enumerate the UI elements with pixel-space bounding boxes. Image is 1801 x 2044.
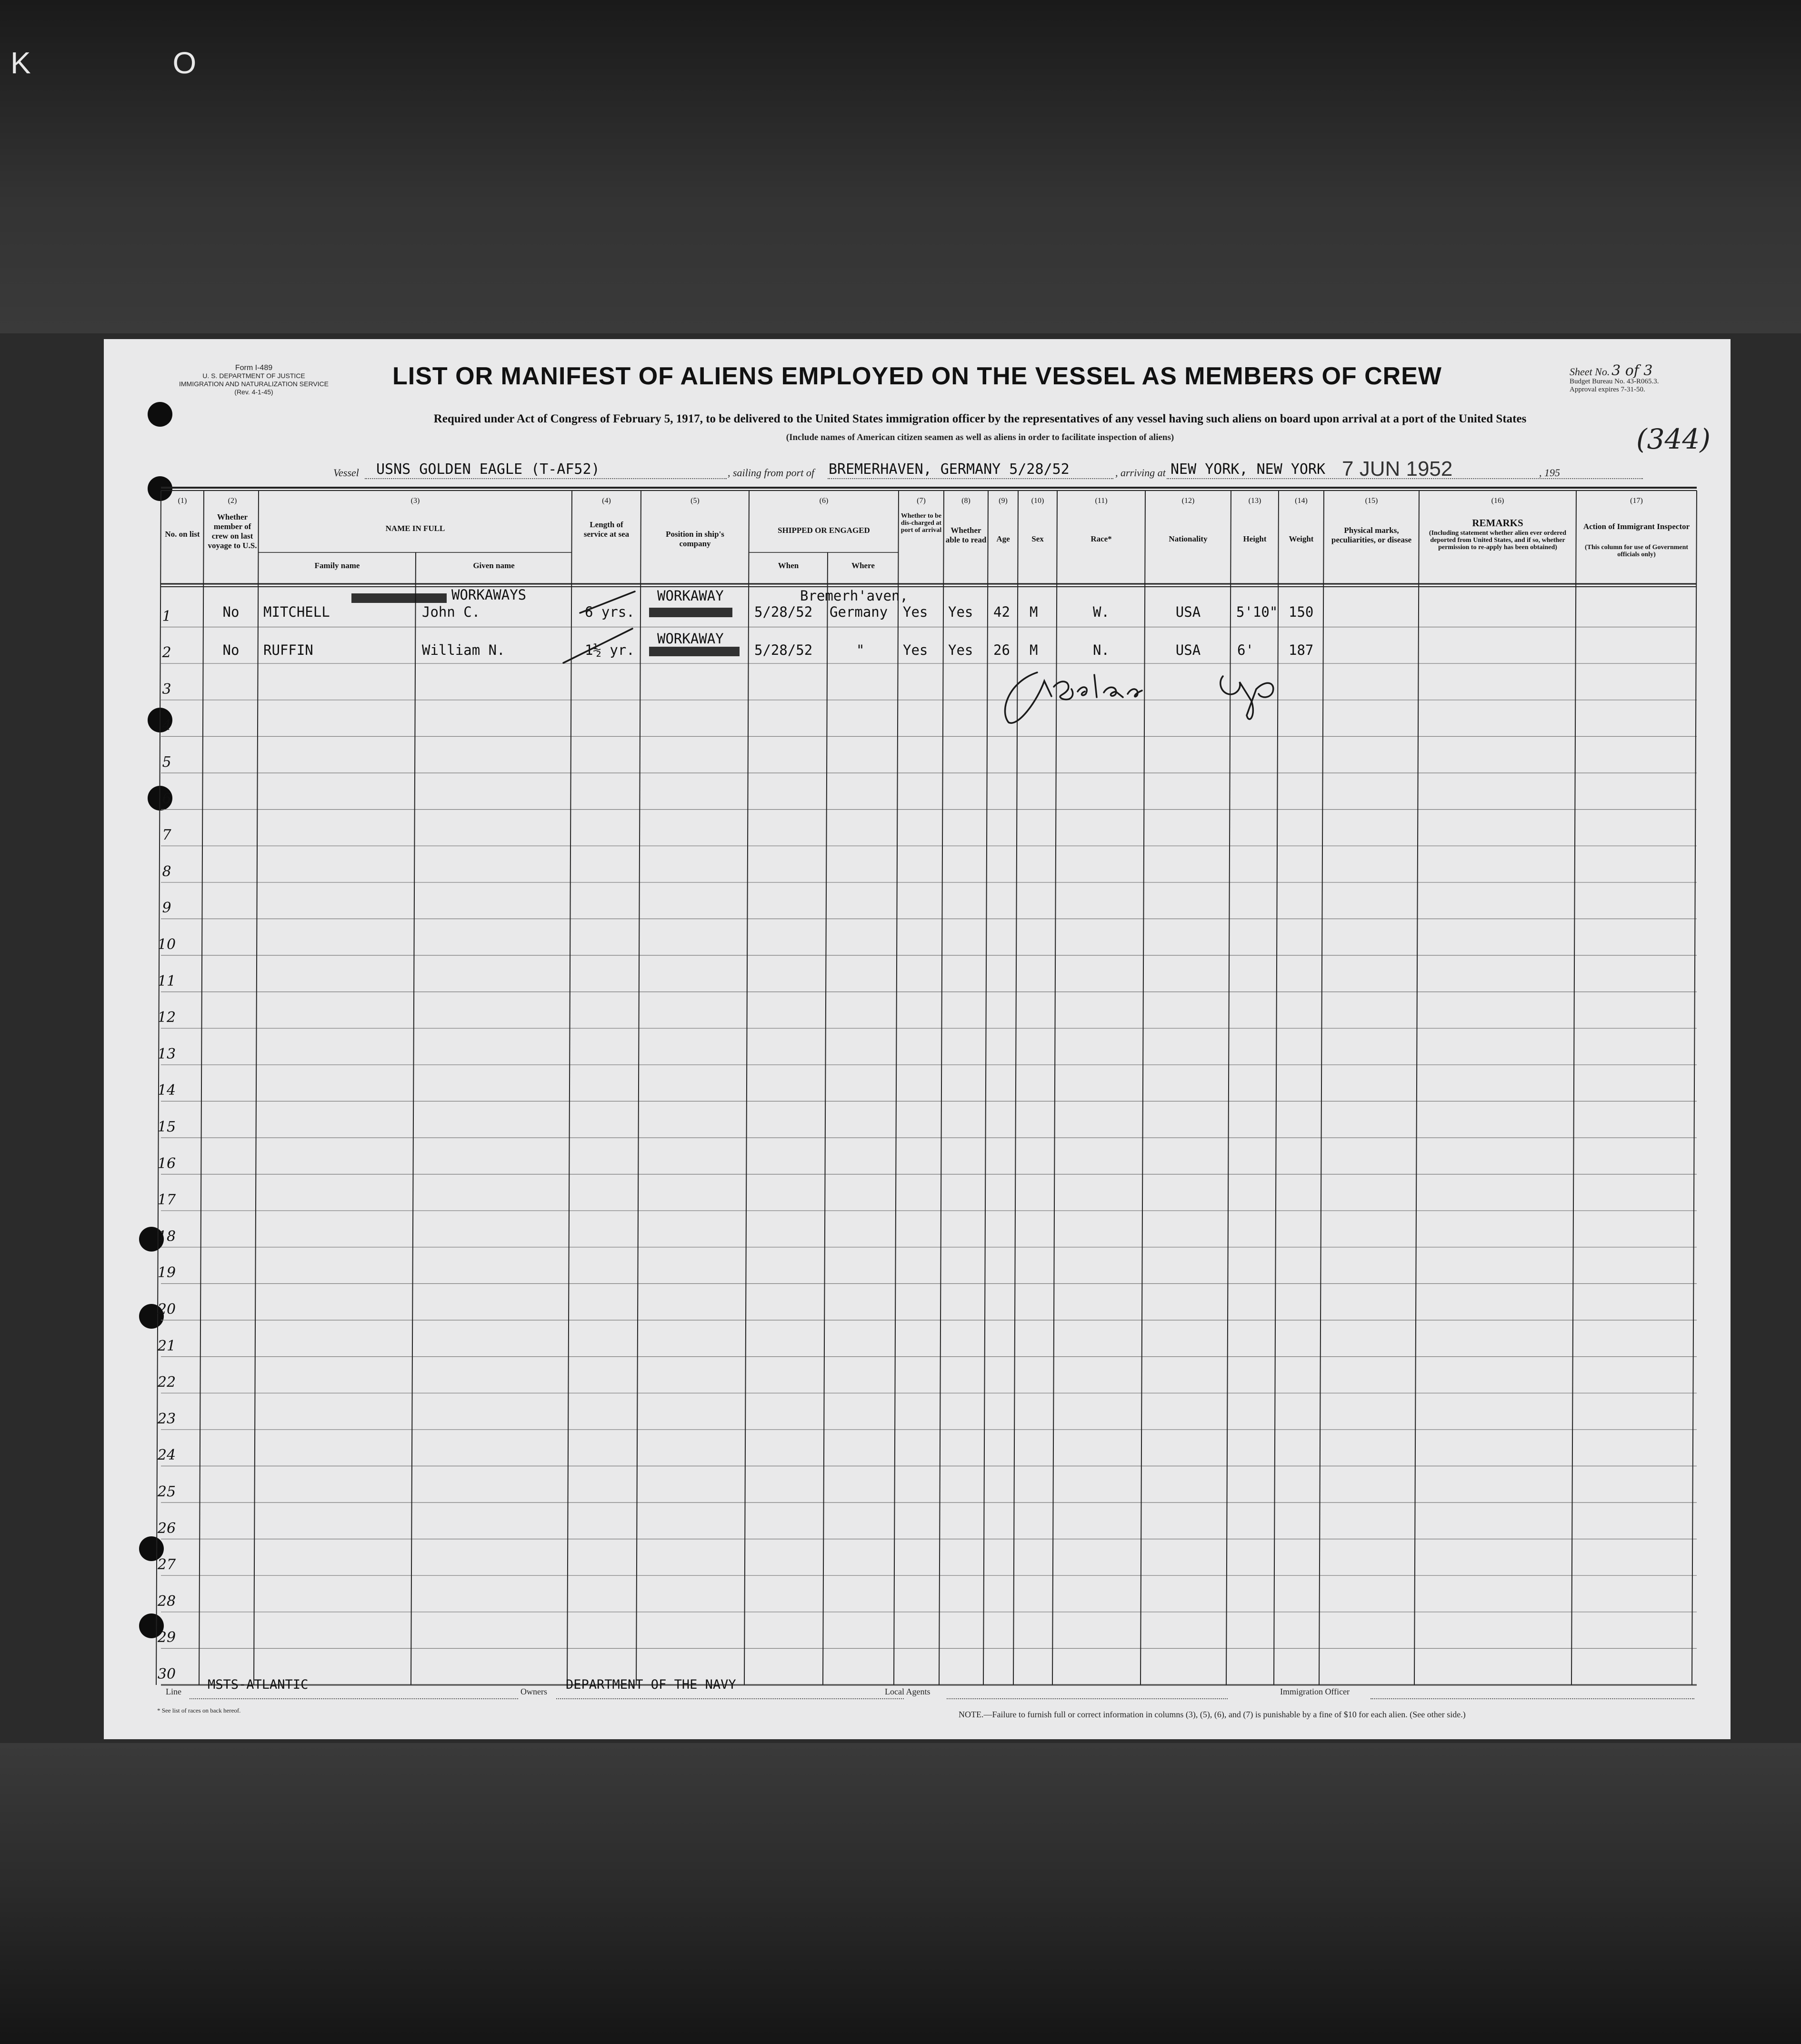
inspector-signature bbox=[104, 339, 1731, 1739]
col11-header: Race* bbox=[1091, 534, 1112, 543]
row-number: 21 bbox=[157, 1337, 176, 1354]
entry1-position: WORKAWAY bbox=[657, 588, 724, 604]
sheet-number-value: 3 of 3 bbox=[1611, 362, 1653, 379]
budget-number: Budget Bureau No. 43-R065.3. bbox=[1570, 378, 1659, 385]
col4-header: Length of service at sea bbox=[583, 520, 630, 539]
col7-header: Whether to be dis-charged at port of arrival bbox=[900, 512, 942, 534]
entry2-race: N. bbox=[1093, 642, 1110, 658]
vessel-name: USNS GOLDEN EAGLE (T-AF52) bbox=[376, 461, 600, 478]
row-number: 13 bbox=[157, 1045, 176, 1062]
col3-given-header: Given name bbox=[473, 561, 515, 570]
row-number: 17 bbox=[157, 1192, 176, 1209]
vessel-label: Vessel bbox=[333, 467, 359, 479]
col16-note: (Including statement whether alien ever ordered deported from United States, and if so, whether permission to re-apply has been obtained) bbox=[1429, 530, 1567, 551]
col14-header: Weight bbox=[1289, 534, 1314, 543]
footer bbox=[104, 1678, 1731, 1735]
row-number: 18 bbox=[157, 1228, 176, 1245]
col16-number: (16) bbox=[1491, 497, 1504, 505]
row-number: 23 bbox=[157, 1410, 176, 1427]
entry2-height: 6' bbox=[1237, 642, 1254, 658]
entry2-nationality: USA bbox=[1175, 642, 1201, 658]
penalty-note: NOTE.—Failure to furnish full or correct information in columns (3), (5), (6), and (7) is punishable by a fine of $10 for each alien. (See other side.) bbox=[959, 1710, 1466, 1719]
entry2-last-voyage: No bbox=[222, 642, 240, 658]
immigration-officer-label: Immigration Officer bbox=[1280, 1687, 1350, 1696]
entry1-race: W. bbox=[1093, 604, 1110, 620]
col6-when-header: When bbox=[778, 561, 799, 570]
stamp-number: (344) bbox=[1636, 423, 1711, 455]
entry2-given-name: William N. bbox=[422, 642, 505, 658]
service-name: IMMIGRATION AND NATURALIZATION SERVICE bbox=[179, 380, 329, 388]
arrival-date-stamp: 7 JUN 1952 bbox=[1342, 457, 1453, 481]
owners-label: Owners bbox=[520, 1687, 547, 1696]
entry2-position: WORKAWAY bbox=[657, 631, 724, 647]
sailing-label: , sailing from port of bbox=[728, 467, 814, 479]
row-number: 30 bbox=[157, 1666, 176, 1683]
row-number: 15 bbox=[157, 1119, 176, 1135]
entry1-discharge: Yes bbox=[903, 604, 928, 620]
col4-number: (4) bbox=[602, 497, 611, 505]
col8-number: (8) bbox=[961, 497, 971, 505]
row-number: 22 bbox=[157, 1374, 176, 1391]
entry1-when: 5/28/52 bbox=[754, 604, 813, 620]
entry2-weight: 187 bbox=[1289, 642, 1314, 658]
row-number: 27 bbox=[157, 1556, 176, 1573]
col1-header: No. on list bbox=[165, 530, 200, 539]
col14-number: (14) bbox=[1295, 497, 1308, 505]
col2-header: Whether member of crew on last voyage to U.S. bbox=[208, 512, 257, 550]
row-number: 8 bbox=[162, 863, 171, 880]
row-number: 28 bbox=[157, 1593, 176, 1610]
row-number: 26 bbox=[157, 1520, 176, 1537]
row-number: 1 bbox=[162, 608, 171, 625]
row-number: 14 bbox=[157, 1082, 176, 1099]
row-number: 5 bbox=[162, 754, 171, 771]
row-number: 4 bbox=[162, 717, 171, 734]
approval-expiry: Approval expires 7-31-50. bbox=[1570, 386, 1645, 393]
row-number: 24 bbox=[157, 1447, 176, 1464]
entry2-read: Yes bbox=[948, 642, 973, 658]
row-number: 9 bbox=[162, 900, 171, 917]
race-footnote: * See list of races on back hereof. bbox=[157, 1707, 241, 1714]
entry1-where-line1: Bremerh'aven, bbox=[800, 588, 908, 604]
entry1-height: 5'10" bbox=[1236, 604, 1278, 620]
form-revision: (Rev. 4-1-45) bbox=[234, 388, 273, 396]
col6-where-header: Where bbox=[851, 561, 875, 570]
col3-family-header: Family name bbox=[314, 561, 360, 570]
entry2-when: 5/28/52 bbox=[754, 642, 813, 658]
col7-number: (7) bbox=[917, 497, 926, 505]
entry1-where-line2: Germany bbox=[830, 604, 888, 620]
entry1-sex: M bbox=[1030, 604, 1038, 620]
col17-number: (17) bbox=[1630, 497, 1643, 505]
film-border-top bbox=[0, 0, 1801, 333]
arriving-label: , arriving at bbox=[1115, 467, 1166, 479]
row-number: 29 bbox=[157, 1629, 176, 1646]
entry1-last-voyage: No bbox=[222, 604, 240, 620]
page-title: LIST OR MANIFEST OF ALIENS EMPLOYED ON THE VESSEL AS MEMBERS OF CREW bbox=[392, 362, 1442, 390]
entry1-weight: 150 bbox=[1289, 604, 1314, 620]
port-from: BREMERHAVEN, GERMANY 5/28/52 bbox=[829, 461, 1070, 478]
col2-number: (2) bbox=[228, 497, 237, 505]
col6-number: (6) bbox=[819, 497, 829, 505]
col13-header: Height bbox=[1243, 534, 1267, 543]
section-heading: WORKAWAYS bbox=[451, 587, 527, 603]
row-number: 10 bbox=[157, 936, 176, 953]
col5-number: (5) bbox=[690, 497, 700, 505]
row-number: 20 bbox=[157, 1301, 176, 1318]
line-label: Line bbox=[166, 1687, 181, 1696]
entry1-family-name: MITCHELL bbox=[263, 604, 330, 620]
col16-header: REMARKS bbox=[1472, 517, 1523, 529]
manifest-sheet bbox=[104, 339, 1731, 1739]
col1-number: (1) bbox=[178, 497, 187, 505]
entry1-age: 42 bbox=[993, 604, 1010, 620]
col17-header: Action of Immigrant Inspector bbox=[1583, 522, 1690, 531]
row-number: 11 bbox=[157, 972, 176, 990]
entry2-service: 1½ yr. bbox=[585, 642, 635, 658]
col3-number: (3) bbox=[410, 497, 420, 505]
line-value: MSTS-ATLANTIC bbox=[208, 1677, 309, 1692]
entry2-age: 26 bbox=[993, 642, 1010, 658]
film-border-bottom bbox=[0, 1743, 1801, 2044]
port-to: NEW YORK, NEW YORK bbox=[1171, 461, 1326, 478]
row-number: 12 bbox=[157, 1009, 176, 1026]
entry2-discharge: Yes bbox=[903, 642, 928, 658]
year-suffix: , 195 bbox=[1539, 467, 1560, 479]
col15-header: Physical marks, peculiarities, or disease bbox=[1331, 526, 1412, 544]
entry1-given-name: John C. bbox=[422, 604, 480, 620]
entry2-where: " bbox=[856, 642, 865, 658]
sheet-number-label: Sheet No. bbox=[1570, 366, 1610, 378]
row-number: 7 bbox=[162, 827, 171, 844]
col8-header: Whether able to read bbox=[945, 526, 987, 544]
entry1-service: 6 yrs. bbox=[585, 604, 635, 620]
local-agents-label: Local Agents bbox=[885, 1687, 931, 1696]
row-number: 16 bbox=[157, 1155, 176, 1172]
col9-number: (9) bbox=[999, 497, 1008, 505]
col9-header: Age bbox=[996, 534, 1010, 543]
page-subnote: (Include names of American citizen seamen as well as aliens in order to facilitate inspection of aliens) bbox=[786, 432, 1174, 442]
row-number: 6 bbox=[162, 790, 171, 807]
entry1-nationality: USA bbox=[1175, 604, 1201, 620]
col10-number: (10) bbox=[1031, 497, 1044, 505]
row-number: 25 bbox=[157, 1483, 176, 1500]
col3-header: NAME IN FULL bbox=[385, 524, 445, 533]
col12-number: (12) bbox=[1181, 497, 1195, 505]
col10-header: Sex bbox=[1031, 534, 1044, 543]
col17-note: (This column for use of Government officials only) bbox=[1584, 544, 1689, 558]
row-number: 2 bbox=[162, 644, 171, 661]
page-subtitle: Required under Act of Congress of February 5, 1917, to be delivered to the United States immigration officer by the representatives of any vessel having such aliens on board upon arrival at a port of the United States bbox=[433, 412, 1527, 425]
department-name: U. S. DEPARTMENT OF JUSTICE bbox=[202, 372, 305, 380]
film-corner-marks: K O bbox=[10, 46, 263, 80]
col12-header: Nationality bbox=[1169, 534, 1208, 543]
row-number: 3 bbox=[162, 681, 171, 698]
col11-number: (11) bbox=[1095, 497, 1108, 505]
col15-number: (15) bbox=[1365, 497, 1378, 505]
col5-header: Position in ship's company bbox=[666, 530, 724, 548]
col6-header: SHIPPED OR ENGAGED bbox=[778, 526, 870, 535]
entry2-family-name: RUFFIN bbox=[263, 642, 313, 658]
form-number: Form I-489 bbox=[235, 364, 273, 372]
row-number: 19 bbox=[157, 1264, 176, 1282]
entry1-read: Yes bbox=[948, 604, 973, 620]
col13-number: (13) bbox=[1248, 497, 1261, 505]
entry2-sex: M bbox=[1030, 642, 1038, 658]
owners-value: DEPARTMENT OF THE NAVY bbox=[566, 1677, 736, 1692]
